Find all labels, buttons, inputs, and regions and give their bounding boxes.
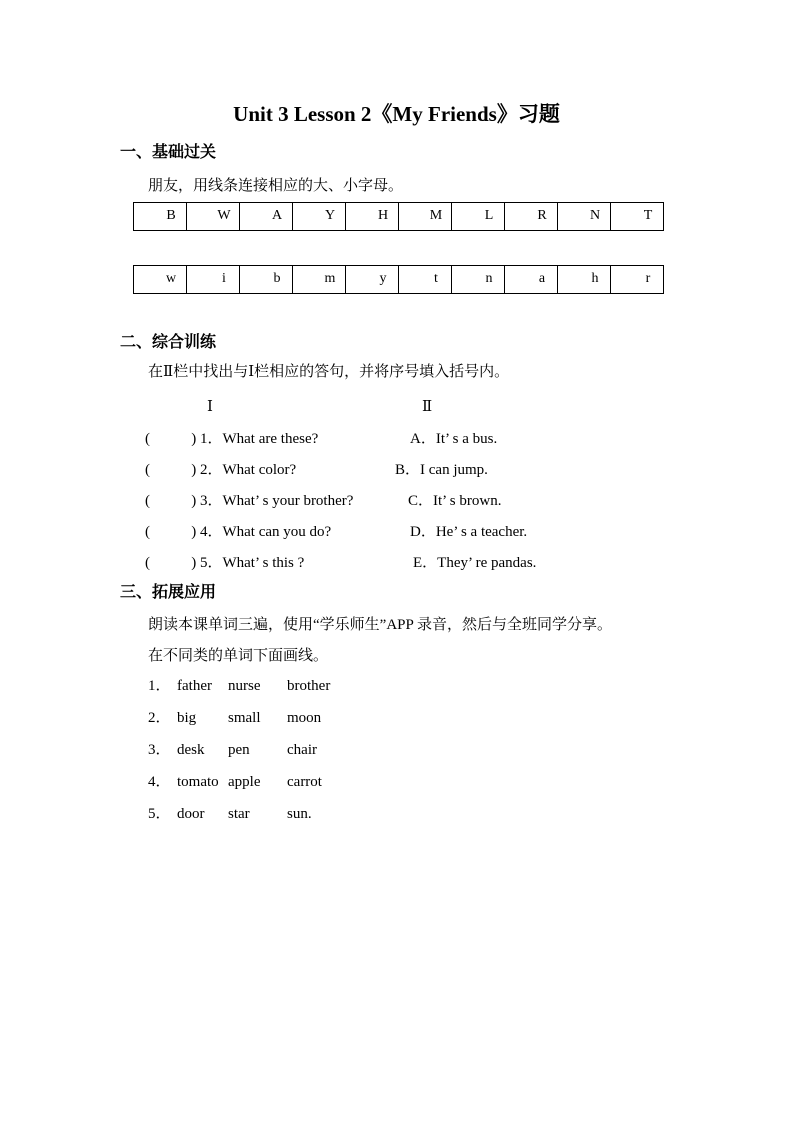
word-row-number: 4． (148, 774, 171, 790)
uppercase-letter-cell: B (134, 203, 187, 230)
match-row (145, 429, 536, 449)
match-answer: C．It’ s brown. (408, 493, 502, 509)
word-classification-list (148, 676, 330, 836)
section-3-instruction-2: 在不同类的单词下面画线。 (148, 648, 329, 664)
uppercase-letter-cell: T (643, 208, 653, 223)
word-item: door (177, 806, 205, 822)
word-item: chair (287, 742, 317, 758)
uppercase-letter-table (133, 202, 664, 231)
word-row (148, 676, 330, 696)
match-row (145, 491, 536, 511)
word-item: carrot (287, 774, 322, 790)
section-1-heading: 一、基础过关 (120, 144, 217, 161)
lowercase-letter-cell: n (452, 266, 505, 293)
lowercase-letter-cell: t (399, 266, 452, 293)
match-row (145, 553, 536, 573)
match-answer: E．They’ re pandas. (413, 555, 537, 571)
match-question: ( ) 1．What are these? (145, 431, 319, 447)
match-question: ( ) 5．What’ s this ? (145, 555, 305, 571)
match-row (145, 460, 536, 480)
lowercase-letter-cell: y (346, 266, 399, 293)
word-item: pen (228, 742, 250, 758)
lowercase-letter-cell: h (558, 266, 611, 293)
lowercase-letter-cell: r (645, 271, 651, 286)
match-row (145, 522, 536, 542)
match-question: ( ) 2．What color? (145, 462, 297, 478)
word-row (148, 740, 330, 760)
match-question: ( ) 4．What can you do? (145, 524, 332, 540)
uppercase-letter-cell: R (505, 203, 558, 230)
column-1-label: Ⅰ (207, 399, 213, 415)
word-item: desk (177, 742, 205, 758)
column-2-label: Ⅱ (422, 399, 433, 415)
uppercase-letter-cell: M (399, 203, 452, 230)
word-item: brother (287, 678, 331, 694)
match-answer: B．I can jump. (395, 462, 488, 478)
uppercase-letter-cell: W (187, 203, 240, 230)
matching-exercise (145, 429, 536, 584)
word-row-number: 1． (148, 678, 171, 694)
word-row-number: 5． (148, 806, 171, 822)
uppercase-letter-cell: A (240, 203, 293, 230)
match-question: ( ) 3．What’ s your brother? (145, 493, 354, 509)
word-item: apple (228, 774, 261, 790)
uppercase-letter-cell: L (452, 203, 505, 230)
lowercase-letter-cell: w (134, 266, 187, 293)
uppercase-letter-cell: H (346, 203, 399, 230)
section-2-instruction: 在Ⅱ栏中找出与Ⅰ栏相应的答句，并将序号填入括号内。 (148, 364, 510, 380)
section-2-heading: 二、综合训练 (120, 334, 217, 351)
lowercase-letter-table (133, 265, 664, 294)
word-item: tomato (177, 774, 219, 790)
word-row-number: 3． (148, 742, 171, 758)
uppercase-letter-cell: N (558, 203, 611, 230)
section-3-heading: 三、拓展应用 (120, 584, 217, 601)
word-row (148, 772, 330, 792)
word-item: father (177, 678, 212, 694)
word-row (148, 708, 330, 728)
match-answer: A．It’ s a bus. (410, 431, 498, 447)
match-answer: D．He’ s a teacher. (410, 524, 528, 540)
uppercase-letter-cell: Y (293, 203, 346, 230)
lowercase-letter-cell: a (505, 266, 558, 293)
word-item: nurse (228, 678, 261, 694)
word-row-number: 2． (148, 710, 171, 726)
section-3-instruction-1: 朗读本课单词三遍，使用“学乐师生”APP 录音，然后与全班同学分享。 (148, 617, 613, 633)
word-item: big (177, 710, 197, 726)
lowercase-letter-cell: m (293, 266, 346, 293)
word-item: sun. (287, 806, 312, 822)
word-row (148, 804, 330, 824)
lowercase-letter-cell: i (187, 266, 240, 293)
page-title: Unit 3 Lesson 2《My Friends》习题 (233, 102, 560, 126)
lowercase-letter-cell: b (240, 266, 293, 293)
word-item: small (228, 710, 261, 726)
word-item: star (228, 806, 250, 822)
section-1-instruction: 朋友，用线条连接相应的大、小字母。 (148, 178, 404, 194)
word-item: moon (287, 710, 322, 726)
